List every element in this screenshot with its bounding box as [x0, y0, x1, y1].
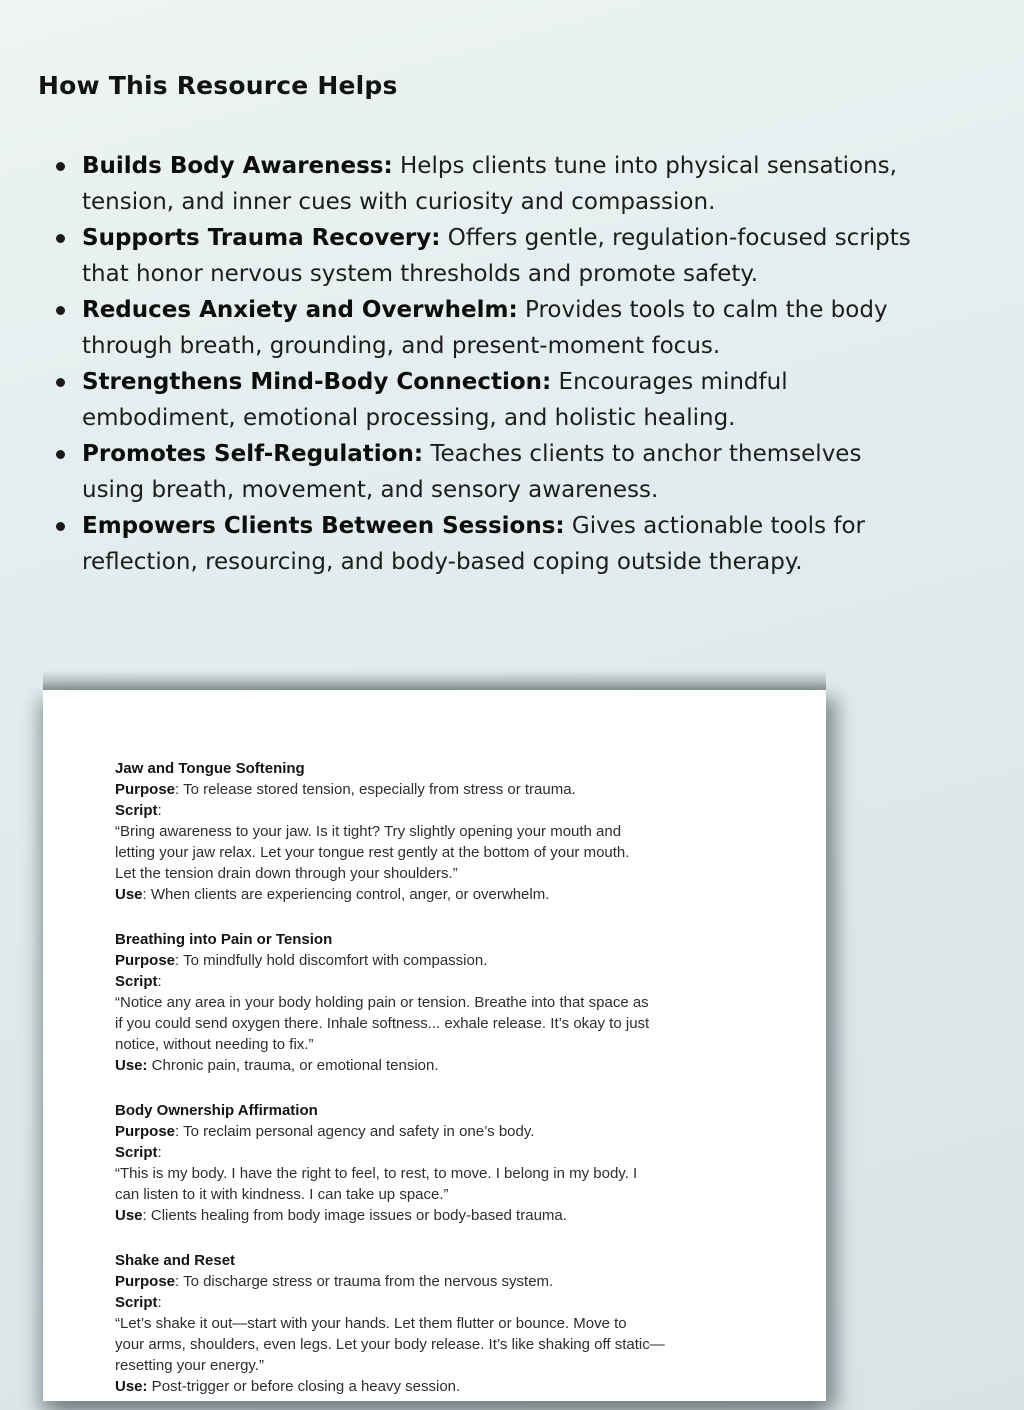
bullet-dot-icon [56, 522, 65, 531]
benefit-text: through breath, grounding, and present-moment focus. [82, 333, 721, 359]
doc-script-line: “Bring awareness to your jaw. Is it tight? Try slightly opening your mouth and [115, 823, 622, 840]
benefit-lead: Strengthens Mind-Body Connection: [82, 369, 552, 395]
doc-purpose-line: Purpose: To mindfully hold discomfort with compassion. [115, 952, 488, 969]
list-item [82, 436, 1002, 508]
doc-script-line: “Let’s shake it out—start with your hands. Let them flutter or bounce. Move to [115, 1315, 627, 1332]
benefit-text: Teaches clients to anchor themselves [423, 441, 862, 467]
benefit-text: tension, and inner cues with curiosity and compassion. [82, 189, 716, 215]
benefit-lead: Promotes Self-Regulation: [82, 441, 424, 467]
document-preview [43, 670, 826, 1401]
doc-use-line: Use: When clients are experiencing control, anger, or overwhelm. [115, 886, 550, 903]
benefit-lead: Supports Trauma Recovery: [82, 225, 441, 251]
benefit-lead: Builds Body Awareness: [82, 153, 393, 179]
bullet-dot-icon [56, 234, 65, 243]
doc-use-line: Use: Clients healing from body image issues or body-based trauma. [115, 1207, 567, 1224]
doc-script-line: resetting your energy.” [115, 1357, 264, 1374]
doc-script-label-line: Script: [115, 802, 162, 819]
benefit-text: Provides tools to calm the body [517, 297, 888, 323]
benefit-text: Offers gentle, regulation-focused scripts [440, 225, 911, 251]
bullet-dot-icon [56, 306, 65, 315]
doc-script-label-line: Script: [115, 1144, 162, 1161]
benefit-text: Gives actionable tools for [564, 513, 865, 539]
list-item [82, 364, 1002, 436]
bullet-dot-icon [56, 450, 65, 459]
doc-use-line: Use: Post-trigger or before closing a heavy session. [115, 1378, 461, 1395]
doc-section-body-ownership-affirmation [115, 1100, 826, 1226]
list-item [82, 220, 1002, 292]
doc-purpose-line: Purpose: To reclaim personal agency and safety in one’s body. [115, 1123, 535, 1140]
bullet-dot-icon [56, 378, 65, 387]
doc-script-line: can listen to it with kindness. I can take up space.” [115, 1186, 449, 1203]
benefit-text: using breath, movement, and sensory awareness. [82, 477, 659, 503]
benefit-text: Helps clients tune into physical sensations, [392, 153, 897, 179]
doc-script-line: Let the tension drain down through your shoulders.” [115, 865, 458, 882]
doc-section-breathing-into-pain-or-tension [115, 929, 826, 1076]
doc-section-jaw-and-tongue-softening [115, 758, 826, 905]
benefits-list [0, 148, 1002, 580]
doc-purpose-line: Purpose: To release stored tension, especially from stress or trauma. [115, 781, 576, 798]
list-item [82, 508, 1002, 580]
benefit-text: that honor nervous system thresholds and promote safety. [82, 261, 759, 287]
bullet-dot-icon [56, 162, 65, 171]
doc-section-shake-and-reset [115, 1250, 826, 1397]
doc-script-line: notice, without needing to fix.” [115, 1036, 314, 1053]
document-preview-top-shadow [43, 670, 826, 690]
doc-script-line: “Notice any area in your body holding pain or tension. Breathe into that space as [115, 994, 649, 1011]
benefit-text: Encourages mindful [551, 369, 788, 395]
doc-script-line: your arms, shoulders, even legs. Let your body release. It’s like shaking off static— [115, 1336, 665, 1353]
doc-script-line: if you could send oxygen there. Inhale softness... exhale release. It’s okay to just [115, 1015, 650, 1032]
doc-section-title: Breathing into Pain or Tension [115, 931, 333, 948]
benefit-text: reflection, resourcing, and body-based coping outside therapy. [82, 549, 803, 575]
benefit-text: embodiment, emotional processing, and holistic healing. [82, 405, 736, 431]
doc-section-title: Shake and Reset [115, 1252, 236, 1269]
page-title: How This Resource Helps [38, 71, 398, 100]
doc-use-line: Use: Chronic pain, trauma, or emotional tension. [115, 1057, 439, 1074]
list-item [82, 292, 1002, 364]
doc-script-label-line: Script: [115, 973, 162, 990]
benefit-lead: Empowers Clients Between Sessions: [82, 513, 565, 539]
doc-purpose-line: Purpose: To discharge stress or trauma from the nervous system. [115, 1273, 554, 1290]
doc-script-line: “This is my body. I have the right to feel, to rest, to move. I belong in my body. I [115, 1165, 638, 1182]
doc-section-title: Body Ownership Affirmation [115, 1102, 318, 1119]
benefit-lead: Reduces Anxiety and Overwhelm: [82, 297, 518, 323]
doc-script-label-line: Script: [115, 1294, 162, 1311]
doc-section-title: Jaw and Tongue Softening [115, 760, 305, 777]
document-page [43, 690, 826, 1401]
list-item [82, 148, 1002, 220]
doc-script-line: letting your jaw relax. Let your tongue rest gently at the bottom of your mouth. [115, 844, 630, 861]
